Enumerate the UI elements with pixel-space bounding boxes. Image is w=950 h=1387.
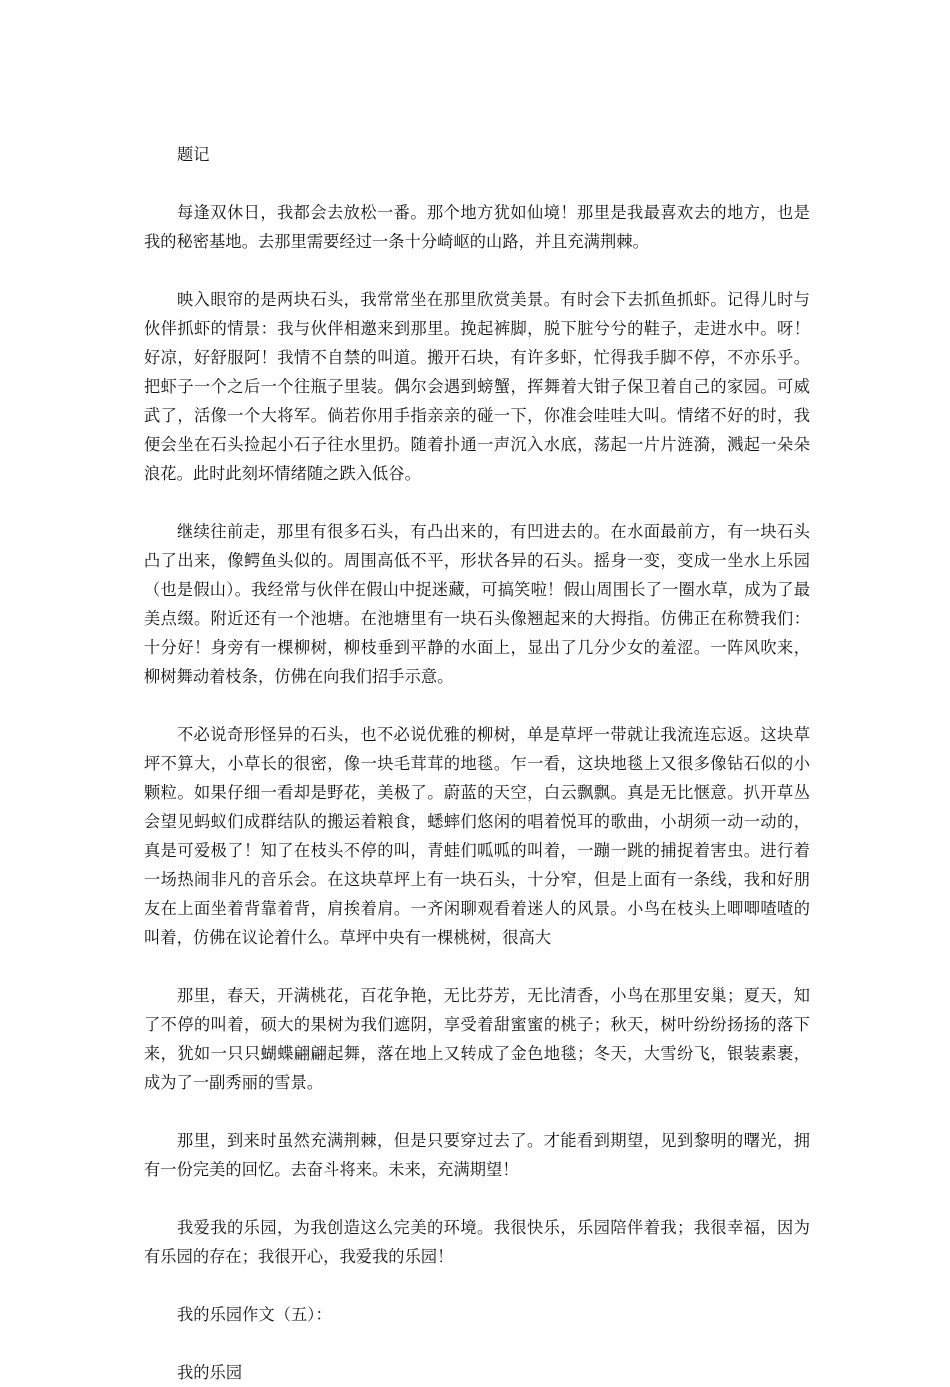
paragraph-lawn: 不必说奇形怪异的石头，也不必说优雅的柳树，单是草坪一带就让我流连忘返。这块草坪不算大，小草长的很密，像一块毛茸茸的地毯。乍一看，这块地毯上又很多像钻石似的小颗粒。如果仔细一看却是野花，美极了。蔚蓝的天空，白云飘飘。真是无比惬意。扒开草丛会望见蚂蚁们成群结队的搬运着粮食，蟋蟀们悠闲的唱着悦耳的歌曲，小胡须一动一动的，真是可爱极了！知了在枝头不停的叫，青蛙们呱呱的叫着，一蹦一跳的捕捉着害虫。进行着一场热闹非凡的音乐会。在这块草坪上有一块石头，十分窄，但是上面有一条线，我和好朋友在上面坐着背靠着背，肩挨着肩。一齐闲聊观看着迷人的风景。小鸟在枝头上唧唧喳喳的叫着，仿佛在议论着什么。草坪中央有一棵桃树，很高大 bbox=[144, 725, 810, 947]
heading-tiji: 题记 bbox=[177, 145, 210, 164]
essay-section-heading: 我的乐园作文（五）： bbox=[177, 1305, 332, 1324]
paragraph-rockery: 继续往前走，那里有很多石头，有凸出来的，有凹进去的。在水面最前方，有一块石头凸了出来，像鳄鱼头似的。周围高低不平，形状各异的石头。摇身一变，变成一坐水上乐园（也是假山）。我经常与伙伴在假山中捉迷藏，可搞笑啦！假山周围长了一圈水草，成为了最美点缀。附近还有一个池塘。在池塘里有一块石头像翘起来的大拇指。仿佛正在称赞我们：十分好！身旁有一棵柳树，柳枝垂到平静的水面上，显出了几分少女的羞涩。一阵风吹来，柳树舞动着枝条，仿佛在向我们招手示意。 bbox=[144, 522, 810, 686]
paragraph-hope: 那里，到来时虽然充满荆棘，但是只要穿过去了。才能看到期望，见到黎明的曙光，拥有一份完美的回忆。去奋斗将来。未来，充满期望！ bbox=[144, 1131, 810, 1179]
document-body bbox=[144, 140, 810, 1387]
paragraph-seasons: 那里，春天，开满桃花，百花争艳，无比芬芳，无比清香，小鸟在那里安巢；夏天，知了不停的叫着，硕大的果树为我们遮阴，享受着甜蜜蜜的桃子；秋天，树叶纷纷扬扬的落下来，犹如一只只蝴蝶翩翩起舞，落在地上又转成了金色地毯；冬天，大雪纷飞，银装素裹，成为了一副秀丽的雪景。 bbox=[144, 986, 810, 1092]
paragraph-stones: 映入眼帘的是两块石头，我常常坐在那里欣赏美景。有时会下去抓鱼抓虾。记得儿时与伙伴抓虾的情景：我与伙伴相邀来到那里。挽起裤脚，脱下脏兮兮的鞋子，走进水中。呀！好凉，好舒服阿！我情不自禁的叫道。搬开石块，有许多虾，忙得我手脚不停，不亦乐乎。把虾子一个之后一个往瓶子里装。偶尔会遇到螃蟹，挥舞着大钳子保卫着自己的家园。可威武了，活像一个大将军。倘若你用手指亲亲的碰一下，你准会哇哇大叫。情绪不好的时，我便会坐在石头捡起小石子往水里扔。随着扑通一声沉入水底，荡起一片片涟漪，溅起一朵朵浪花。此时此刻坏情绪随之跌入低谷。 bbox=[144, 290, 810, 483]
essay-title: 我的乐园 bbox=[177, 1363, 243, 1382]
paragraph-intro: 每逢双休日，我都会去放松一番。那个地方犹如仙境！那里是我最喜欢去的地方，也是我的秘密基地。去那里需要经过一条十分崎岖的山路，并且充满荆棘。 bbox=[144, 203, 810, 251]
paragraph-love: 我爱我的乐园，为我创造这么完美的环境。我很快乐，乐园陪伴着我；我很幸福，因为有乐园的存在；我很开心，我爱我的乐园！ bbox=[144, 1218, 810, 1266]
